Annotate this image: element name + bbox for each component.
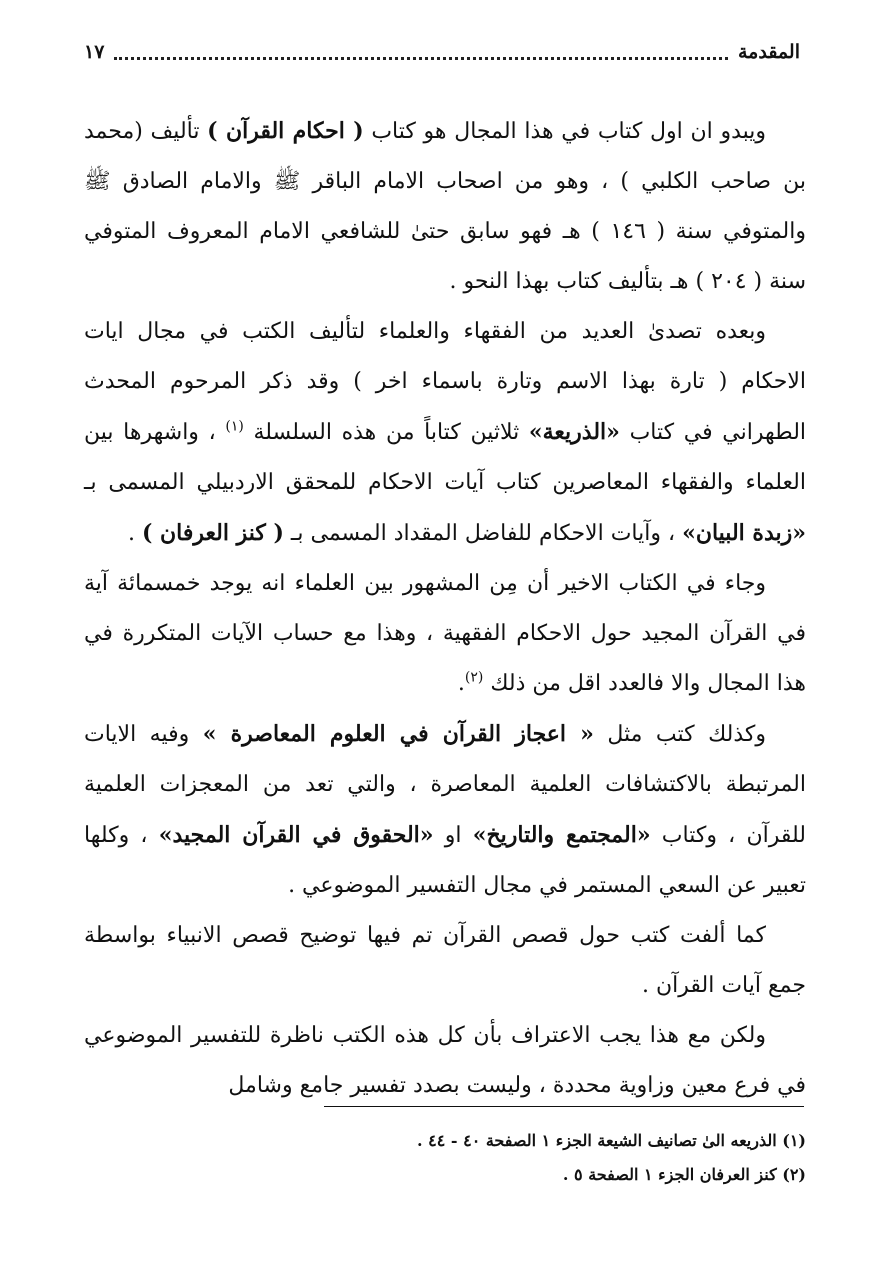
footnote-reference[interactable]: (٢) — [464, 669, 484, 686]
page-number: ١٧ — [84, 40, 105, 63]
running-header — [84, 34, 800, 70]
book-title: «المجتمع والتاريخ» — [472, 822, 651, 848]
footnote-item: (٢) كنز العرفان الجزء ١ الصفحة ٥ . — [562, 1165, 806, 1184]
text-segment: وجاء في الكتاب الاخير أن مِن المشهور بين العلماء انه يوجد خمسمائة آية في القرآن المجيد حول الاحكام الفقهية ، وهذا مع حساب الآيات المتكررة في هذا المجال والا فالعدد اقل من ذلك — [84, 571, 806, 696]
paragraph — [84, 559, 806, 709]
leader-dots — [114, 57, 728, 60]
text-segment: . — [127, 521, 142, 546]
paragraph — [84, 1011, 806, 1111]
text-segment: ، وآيات الاحكام للفاضل المقداد المسمى بـ — [283, 521, 683, 546]
text-segment: . — [457, 671, 465, 696]
book-title: ( احكام القرآن ) — [207, 118, 364, 144]
text-segment: وفيه الايات المرتبطة بالاكتشافات العلمية المعاصرة ، والتي تعد من المعجزات العلمية للقرآن ، وكتاب — [84, 722, 806, 848]
text-segment: ويبدو ان اول كتاب في هذا المجال هو كتاب — [363, 119, 766, 144]
text-segment: ، وكلها تعبير عن السعي المستمر في مجال التفسير الموضوعي . — [84, 823, 806, 898]
paragraph — [84, 709, 806, 911]
footnote-divider — [324, 1106, 804, 1107]
book-title: «الحقوق في القرآن المجيد» — [158, 822, 434, 848]
paragraph — [84, 911, 806, 1011]
paragraph — [84, 106, 806, 307]
book-title: «زبدة البيان» — [682, 520, 806, 546]
text-segment: وكذلك كتب مثل — [593, 722, 767, 747]
text-segment: او — [433, 823, 473, 848]
text-segment: ثلاثين كتاباً من هذه السلسلة — [243, 420, 529, 445]
text-segment: تأليف (محمد بن صاحب الكلبي ) ، وهو من اصحاب الامام الباقر ﷺ والامام الصادق ﷺ والمتوفي سنة ( ١٤٦ ) هـ فهو سابق حتىٰ للشافعي الامام المعروف المتوفي سنة ( ٢٠٤ ) هـ بتأليف كتاب بهذا النحو . — [84, 119, 806, 294]
book-title: ( كنز العرفان ) — [141, 520, 284, 546]
body-text — [84, 106, 806, 1111]
footnote-item: (١) الذريعه الىٰ تصانيف الشيعة الجزء ١ الصفحة ٤٠ - ٤٤ . — [416, 1131, 806, 1150]
text-segment: كما ألفت كتب حول قصص القرآن تم فيها توضيح قصص الانبياء بواسطة جمع آيات القرآن . — [84, 923, 806, 998]
text-segment: ، واشهرها بين العلماء والفقهاء المعاصرين كتاب آيات الاحكام للمحقق الاردبيلي المسمى بـ — [84, 420, 806, 495]
footnote-reference[interactable]: (١) — [225, 418, 244, 435]
text-segment: ولكن مع هذا يجب الاعتراف بأن كل هذه الكتب ناظرة للتفسير الموضوعي في فرع معين وزاوية محددة ، وليست بصدد تفسير جامع وشامل — [84, 1023, 806, 1098]
text-segment: وبعده تصدىٰ العديد من الفقهاء والعلماء لتأليف الكتب في مجال ايات الاحكام ( تارة بهذا الاسم وتارة باسماء اخر ) وقد ذكر المرحوم المحدث الطهراني في كتاب — [84, 319, 807, 445]
paragraph — [84, 307, 806, 559]
footnotes — [84, 1124, 806, 1192]
chapter-title: المقدمة — [737, 40, 800, 63]
book-title: «الذريعة» — [528, 419, 620, 445]
book-title: « اعجاز القرآن في العلوم المعاصرة » — [202, 721, 594, 747]
